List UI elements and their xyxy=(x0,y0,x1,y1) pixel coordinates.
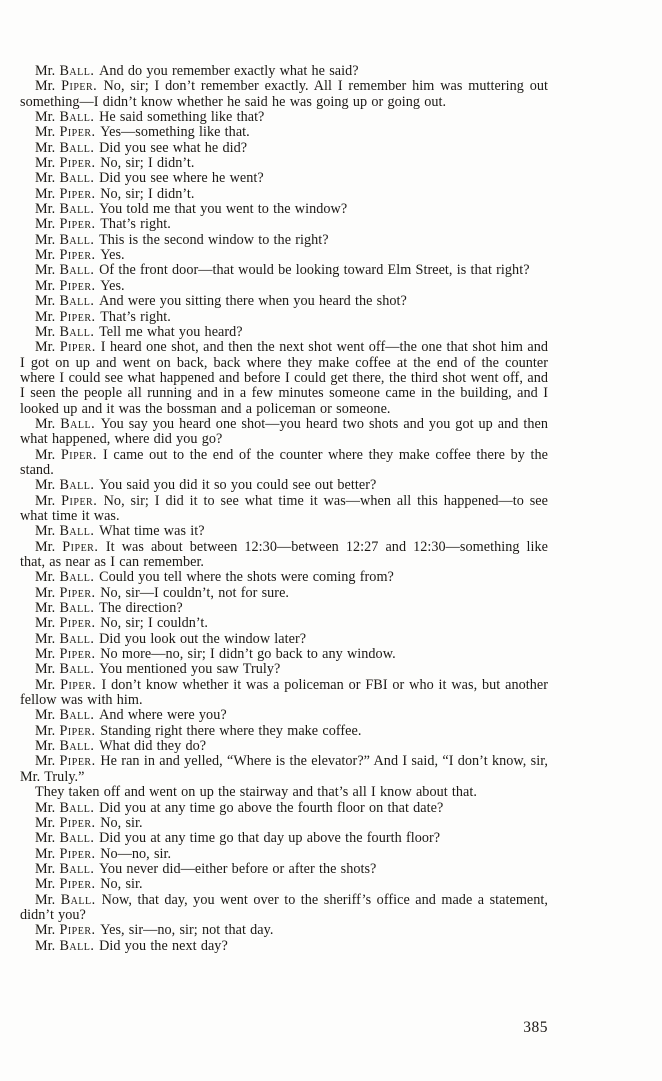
speaker-prefix: Mr. xyxy=(35,139,60,156)
speaker-name: Ball. xyxy=(59,707,100,724)
transcript-paragraph xyxy=(20,939,548,954)
paragraph-text: Did you look out the window later? xyxy=(99,630,307,647)
speaker-prefix: Mr. xyxy=(35,830,60,847)
speaker-name: Piper. xyxy=(59,124,101,141)
speaker-label xyxy=(35,707,99,723)
paragraph-text: Standing right there where they make coffee. xyxy=(100,722,362,739)
transcript-paragraph xyxy=(20,478,548,493)
speaker-name: Ball. xyxy=(59,523,100,540)
speaker-label xyxy=(35,846,100,862)
speaker-name: Piper. xyxy=(59,922,101,939)
speaker-name: Ball. xyxy=(59,139,100,156)
speaker-label xyxy=(35,661,99,677)
speaker-label xyxy=(35,876,100,892)
speaker-label xyxy=(35,155,100,171)
paragraph-text: And were you sitting there when you heard the shot? xyxy=(99,293,407,310)
speaker-prefix: Mr. xyxy=(35,247,60,264)
speaker-name: Ball. xyxy=(59,231,100,248)
paragraph-text: Did you at any time go that day up above the fourth floor? xyxy=(99,830,441,847)
speaker-name: Ball. xyxy=(59,293,100,310)
speaker-name: Ball. xyxy=(59,323,100,340)
speaker-name: Piper. xyxy=(59,277,101,294)
paragraph-text: I came out to the end of the counter where they make coffee there by the stand. xyxy=(20,446,548,478)
speaker-name: Ball. xyxy=(59,738,100,755)
transcript-paragraph xyxy=(20,862,548,877)
speaker-prefix: Mr. xyxy=(35,262,60,279)
speaker-prefix: Mr. xyxy=(35,538,63,555)
paragraph-text: He ran in and yelled, “Where is the elevator?” And I said, “I don’t know, sir, Mr. Truly.” xyxy=(20,753,548,785)
transcript-paragraph xyxy=(20,156,548,171)
transcript-paragraph xyxy=(20,754,548,785)
paragraph-text: No—no, sir. xyxy=(100,845,172,862)
speaker-name: Ball. xyxy=(59,630,100,647)
speaker-name: Piper. xyxy=(62,538,106,555)
transcript-paragraph xyxy=(20,540,548,571)
transcript-paragraph xyxy=(20,263,548,278)
speaker-name: Piper. xyxy=(59,753,101,770)
paragraph-text: Did you see what he did? xyxy=(99,139,248,156)
speaker-prefix: Mr. xyxy=(35,569,60,586)
speaker-prefix: Mr. xyxy=(35,170,60,187)
speaker-label xyxy=(35,830,99,846)
speaker-label xyxy=(35,585,100,601)
speaker-name: Ball. xyxy=(59,600,100,617)
paragraph-text: Now, that day, you went over to the sheriff’s office and made a statement, didn’t you? xyxy=(20,891,548,923)
transcript-paragraph xyxy=(20,662,548,677)
speaker-label xyxy=(35,247,100,263)
speaker-label xyxy=(35,324,99,340)
transcript-paragraph xyxy=(20,893,548,924)
transcript-paragraph xyxy=(20,816,548,831)
speaker-label xyxy=(35,938,99,954)
speaker-label xyxy=(35,539,106,555)
paragraph-text: Yes. xyxy=(100,277,125,294)
speaker-prefix: Mr. xyxy=(35,339,60,356)
paragraph-text: No, sir—I couldn’t, not for sure. xyxy=(100,584,290,601)
paragraph-text: He said something like that? xyxy=(99,109,265,126)
speaker-prefix: Mr. xyxy=(35,78,62,95)
speaker-prefix: Mr. xyxy=(35,231,60,248)
transcript-paragraph xyxy=(20,923,548,938)
speaker-label xyxy=(35,753,100,769)
transcript-paragraph xyxy=(20,417,548,448)
transcript-paragraph xyxy=(20,279,548,294)
speaker-name: Ball. xyxy=(59,477,100,494)
paragraph-text: This is the second window to the right? xyxy=(99,231,329,248)
speaker-name: Piper. xyxy=(59,646,101,663)
speaker-prefix: Mr. xyxy=(35,323,60,340)
speaker-name: Ball. xyxy=(59,860,100,877)
speaker-label xyxy=(35,109,99,125)
speaker-name: Piper. xyxy=(61,492,104,509)
transcript-paragraph xyxy=(20,586,548,601)
speaker-label xyxy=(35,738,99,754)
speaker-prefix: Mr. xyxy=(35,753,60,770)
speaker-prefix: Mr. xyxy=(35,446,61,463)
speaker-prefix: Mr. xyxy=(35,922,60,939)
speaker-label xyxy=(35,140,99,156)
speaker-name: Piper. xyxy=(59,247,101,264)
speaker-name: Ball. xyxy=(59,830,100,847)
speaker-label xyxy=(35,124,100,140)
speaker-name: Ball. xyxy=(60,415,101,432)
paragraph-text: Of the front door—that would be looking toward Elm Street, is that right? xyxy=(99,262,530,279)
transcript-paragraph xyxy=(20,801,548,816)
paragraph-text: Yes. xyxy=(100,247,125,264)
speaker-label xyxy=(35,232,99,248)
speaker-prefix: Mr. xyxy=(35,124,60,141)
paragraph-text: No, sir; I didn’t. xyxy=(100,185,195,202)
speaker-prefix: Mr. xyxy=(35,523,60,540)
transcript-paragraph xyxy=(20,294,548,309)
paragraph-text: No, sir; I couldn’t. xyxy=(100,615,208,632)
speaker-name: Piper. xyxy=(60,676,102,693)
speaker-label xyxy=(35,170,99,186)
speaker-prefix: Mr. xyxy=(35,277,60,294)
speaker-label xyxy=(35,523,99,539)
speaker-prefix: Mr. xyxy=(35,600,60,617)
speaker-prefix: Mr. xyxy=(35,109,60,126)
speaker-name: Ball. xyxy=(59,569,100,586)
transcript-paragraph xyxy=(20,233,548,248)
paragraph-text: Could you tell where the shots were coming from? xyxy=(99,569,394,586)
paragraph-text: You never did—either before or after the shots? xyxy=(99,860,377,877)
transcript-paragraph xyxy=(20,325,548,340)
speaker-prefix: Mr. xyxy=(35,63,60,79)
transcript-paragraph xyxy=(20,64,548,79)
paragraph-text: They taken off and went on up the stairway and that’s all I know about that. xyxy=(35,784,477,801)
paragraph-text: The direction? xyxy=(99,600,183,617)
transcript-paragraph xyxy=(20,448,548,479)
speaker-name: Piper. xyxy=(59,308,101,325)
speaker-label xyxy=(35,723,100,739)
paragraph-text: No, sir; I don’t remember exactly. All I remember him was muttering out something—I didn’t know whether he said he was going up or going out. xyxy=(20,78,548,110)
speaker-name: Ball. xyxy=(59,937,100,954)
transcript-paragraph xyxy=(20,877,548,892)
paragraph-text: I don’t know whether it was a policeman or FBI or who it was, but another fellow was with him. xyxy=(20,676,548,709)
speaker-label xyxy=(35,186,100,202)
speaker-prefix: Mr. xyxy=(35,308,60,325)
speaker-label xyxy=(35,569,99,585)
speaker-label xyxy=(35,493,104,509)
speaker-label xyxy=(35,677,101,693)
speaker-prefix: Mr. xyxy=(35,661,60,678)
speaker-prefix: Mr. xyxy=(35,845,60,862)
speaker-name: Piper. xyxy=(59,615,101,632)
speaker-label xyxy=(35,278,100,294)
transcript-paragraph xyxy=(20,494,548,525)
paragraph-text: That’s right. xyxy=(100,216,171,233)
paragraph-text: What did they do? xyxy=(99,738,207,755)
paragraph-text: Tell me what you heard? xyxy=(99,323,243,340)
speaker-prefix: Mr. xyxy=(35,860,60,877)
speaker-label xyxy=(35,339,101,355)
transcript-paragraph xyxy=(20,570,548,585)
transcript-paragraph xyxy=(20,248,548,263)
transcript-paragraph xyxy=(20,310,548,325)
speaker-name: Ball. xyxy=(59,63,100,79)
speaker-label xyxy=(35,262,99,278)
transcript-paragraph xyxy=(20,724,548,739)
speaker-label xyxy=(35,800,99,816)
speaker-name: Ball. xyxy=(59,170,100,187)
speaker-name: Piper. xyxy=(59,185,101,202)
speaker-label xyxy=(35,892,102,908)
transcript-paragraph xyxy=(20,831,548,846)
speaker-label xyxy=(35,416,101,432)
transcript-paragraph xyxy=(20,202,548,217)
speaker-label xyxy=(35,615,100,631)
transcript-paragraph xyxy=(20,739,548,754)
speaker-prefix: Mr. xyxy=(35,615,60,632)
transcript-paragraph xyxy=(20,217,548,232)
speaker-prefix: Mr. xyxy=(35,814,60,831)
paragraph-text: No, sir. xyxy=(100,814,143,831)
paragraph-text: Did you see where he went? xyxy=(99,170,264,187)
speaker-label xyxy=(35,447,103,463)
speaker-prefix: Mr. xyxy=(35,738,60,755)
paragraph-text: It was about between 12:30—between 12:27 and 12:30—something like that, as near as I can remember. xyxy=(20,538,548,570)
paragraph-text: No, sir. xyxy=(100,876,143,893)
transcript-paragraph xyxy=(20,632,548,647)
transcript-paragraph xyxy=(20,141,548,156)
transcript-paragraph xyxy=(20,601,548,616)
speaker-prefix: Mr. xyxy=(35,630,60,647)
speaker-prefix: Mr. xyxy=(35,676,61,693)
speaker-prefix: Mr. xyxy=(35,937,60,954)
paragraph-text: What time was it? xyxy=(99,523,205,540)
speaker-prefix: Mr. xyxy=(35,415,61,432)
paragraph-text: You told me that you went to the window? xyxy=(99,201,348,218)
speaker-prefix: Mr. xyxy=(35,722,60,739)
transcript-paragraph xyxy=(20,125,548,140)
speaker-name: Piper. xyxy=(59,339,101,356)
transcript-paragraph xyxy=(20,187,548,202)
speaker-label xyxy=(35,477,99,493)
speaker-name: Piper. xyxy=(59,722,101,739)
speaker-label xyxy=(35,861,99,877)
transcript-paragraph xyxy=(20,340,548,417)
speaker-label xyxy=(35,646,100,662)
speaker-name: Piper. xyxy=(59,155,101,172)
speaker-prefix: Mr. xyxy=(35,216,60,233)
transcript-paragraph xyxy=(20,79,548,110)
speaker-name: Ball. xyxy=(60,891,102,908)
transcript-paragraph xyxy=(20,616,548,631)
paragraph-text: Did you at any time go above the fourth floor on that date? xyxy=(99,799,444,816)
paragraph-text: You say you heard one shot—you heard two shots and you got up and then what happened, where did you go? xyxy=(20,415,548,448)
speaker-name: Piper. xyxy=(59,216,101,233)
speaker-label xyxy=(35,63,99,79)
paragraph-text: No, sir; I did it to see what time it was—when all this happened—to see what time it was. xyxy=(20,492,549,524)
speaker-label xyxy=(35,815,100,831)
paragraph-text: And do you remember exactly what he said? xyxy=(99,63,359,79)
transcript-paragraph xyxy=(20,678,548,709)
speaker-prefix: Mr. xyxy=(35,185,60,202)
speaker-label xyxy=(35,309,100,325)
paragraph-text: And where were you? xyxy=(99,707,227,724)
speaker-prefix: Mr. xyxy=(35,891,61,908)
speaker-prefix: Mr. xyxy=(35,584,60,601)
speaker-name: Piper. xyxy=(59,876,101,893)
transcript-paragraph xyxy=(20,647,548,662)
speaker-prefix: Mr. xyxy=(35,155,60,172)
speaker-label xyxy=(35,600,99,616)
paragraph-text: You mentioned you saw Truly? xyxy=(99,661,281,678)
speaker-label xyxy=(35,216,100,232)
speaker-name: Ball. xyxy=(59,109,100,126)
speaker-prefix: Mr. xyxy=(35,201,60,218)
paragraph-text: No, sir; I didn’t. xyxy=(100,155,195,172)
paragraph-text: I heard one shot, and then the next shot went off—the one that shot him and I got on up and went on back, back where they make coffee at the end of the counter where I could see what happened and before I could get there, the third shot went off, and I seen the people all running and in a few minutes someone came in the building, and I looked up and it was the bossman and a policeman or someone. xyxy=(20,339,548,417)
paragraph-text: You said you did it so you could see out better? xyxy=(99,477,377,494)
transcript-text xyxy=(20,64,548,954)
paragraph-text: That’s right. xyxy=(100,308,171,325)
paragraph-text: Yes—something like that. xyxy=(100,124,250,141)
speaker-label xyxy=(35,631,99,647)
transcript-paragraph xyxy=(20,110,548,125)
paragraph-text: No more—no, sir; I didn’t go back to any window. xyxy=(100,646,396,663)
page-number: 385 xyxy=(523,1019,548,1036)
speaker-prefix: Mr. xyxy=(35,799,60,816)
speaker-label xyxy=(35,78,104,94)
speaker-name: Piper. xyxy=(59,584,101,601)
transcript-paragraph xyxy=(20,847,548,862)
speaker-prefix: Mr. xyxy=(35,293,60,310)
speaker-name: Ball. xyxy=(59,201,100,218)
speaker-name: Ball. xyxy=(59,661,100,678)
speaker-name: Piper. xyxy=(59,814,101,831)
speaker-name: Piper. xyxy=(60,446,104,463)
speaker-prefix: Mr. xyxy=(35,646,60,663)
speaker-prefix: Mr. xyxy=(35,707,60,724)
speaker-name: Piper. xyxy=(61,78,104,95)
speaker-prefix: Mr. xyxy=(35,876,60,893)
speaker-name: Ball. xyxy=(59,799,100,816)
speaker-name: Piper. xyxy=(59,845,101,862)
speaker-prefix: Mr. xyxy=(35,477,60,494)
paragraph-text: Did you the next day? xyxy=(99,937,228,954)
transcript-paragraph xyxy=(20,171,548,186)
transcript-paragraph xyxy=(20,524,548,539)
speaker-prefix: Mr. xyxy=(35,492,62,509)
speaker-label xyxy=(35,293,99,309)
transcript-paragraph xyxy=(20,785,548,800)
speaker-label xyxy=(35,922,100,938)
speaker-name: Ball. xyxy=(59,262,100,279)
paragraph-text: Yes, sir—no, sir; not that day. xyxy=(100,922,274,939)
speaker-label xyxy=(35,201,99,217)
transcript-paragraph xyxy=(20,708,548,723)
